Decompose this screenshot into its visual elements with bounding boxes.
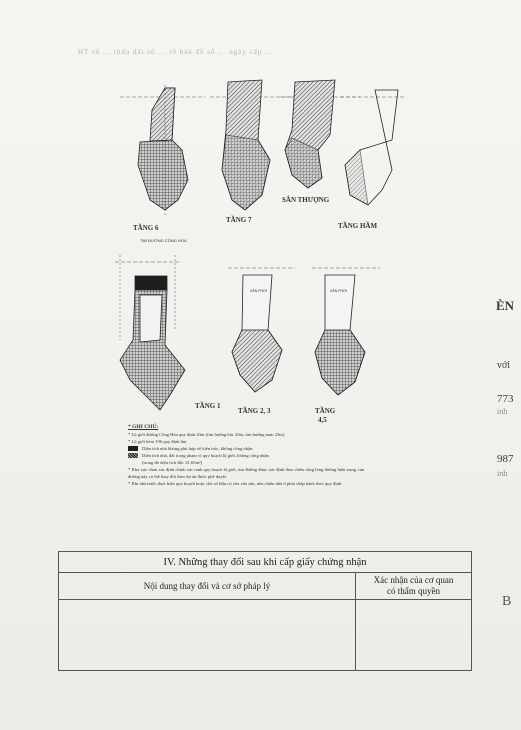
table-header-confirmation xyxy=(356,573,472,600)
table-title: IV. Những thay đổi sau khi cấp giấy chứng nhận xyxy=(59,552,472,573)
street-line-bottom xyxy=(115,262,380,268)
notes-title: * GHI CHÚ: xyxy=(128,424,159,430)
legend-row-2 xyxy=(128,452,368,459)
legend-swatch-dark xyxy=(128,446,138,451)
note-line-1: * Lộ giới đường Cộng Hòa quy định 43m (tim hướng bắc 20m, tim hướng nam 23m) xyxy=(128,432,285,437)
note-line-3: * Khu vực chưa xác định chính xác ranh quy hoạch lộ giới, tim đường được xác định theo chiều rộng lòng đường hiện trạng, tim đường này có thể thay đổi theo dự án được phê duyệt. xyxy=(128,467,365,479)
bleed-text-3: 773 xyxy=(497,393,514,405)
legend-swatch-hatch xyxy=(128,453,138,458)
table-cell-content xyxy=(59,600,356,671)
label-tang-1: TẦNG 1 xyxy=(195,402,221,410)
table-header-content: Nội dung thay đổi và cơ sở pháp lý xyxy=(59,573,356,600)
faded-header-text: HT số ... thửa đất số ... tờ bản đồ số ... ngày cấp ... xyxy=(78,48,274,56)
bleed-text-6: inh xyxy=(497,469,508,478)
note-line-4: * Khi nhà nước thực hiện quy hoạch hoặc chủ sở hữu có yêu cầu sửa, nếu chiều nhà ở phải chấp hành theo quy định. xyxy=(128,481,343,486)
bleed-text-2: với xyxy=(497,360,511,371)
note-line-2: * Lộ giới hẻm 196 quy định 6m xyxy=(128,439,187,444)
plan-tang-7 xyxy=(222,80,270,210)
label-tang-4-5-a: TẦNG xyxy=(315,407,336,415)
notes-block xyxy=(128,424,368,487)
legend-text-2b: (trong đó diện tích đất: 21,65m²) xyxy=(142,460,203,465)
changes-table xyxy=(58,551,472,671)
label-tang-4-5-b: 4,5 xyxy=(318,416,327,424)
label-tang-2-3: TẦNG 2, 3 xyxy=(238,407,271,415)
plan-san-thuong xyxy=(285,80,335,188)
table-header-confirmation-line1: Xác nhận của cơ quan xyxy=(373,575,454,585)
bleed-text-1: ÈN xyxy=(496,298,515,313)
legend-row-1 xyxy=(128,445,368,452)
table-cell-confirmation xyxy=(356,600,472,671)
legend-text-1: Diện tích nhà không phù hợp về kiến trúc, không công nhận. xyxy=(142,446,254,451)
plan-tang-1 xyxy=(120,255,185,410)
bleed-text-5: 987 xyxy=(497,453,514,465)
legend-text-2a: Diện tích nhà, đất trong phạm vi quy hoạch lộ giới, không công nhận xyxy=(142,453,269,458)
san-phoi-label-2: SÂN PHƠI xyxy=(330,289,348,293)
plan-tang-4-5 xyxy=(315,275,365,395)
bleed-text-7: B xyxy=(502,594,512,609)
label-tang-7: TẦNG 7 xyxy=(226,216,252,224)
table-header-confirmation-line2: có thẩm quyền xyxy=(387,586,440,596)
label-san-thuong: SÂN THƯỢNG xyxy=(282,196,330,204)
label-tang-6: TẦNG 6 xyxy=(133,224,159,232)
label-tang-ham: TẦNG HẦM xyxy=(338,222,378,230)
street-name-label: TIM ĐƯỜNG CỘNG HÒA xyxy=(140,238,187,243)
san-phoi-label-1: SÂN PHƠI xyxy=(250,289,268,293)
plan-tang-ham xyxy=(345,90,398,205)
bleed-text-4: inh xyxy=(497,407,508,416)
plan-tang-6 xyxy=(138,85,188,215)
